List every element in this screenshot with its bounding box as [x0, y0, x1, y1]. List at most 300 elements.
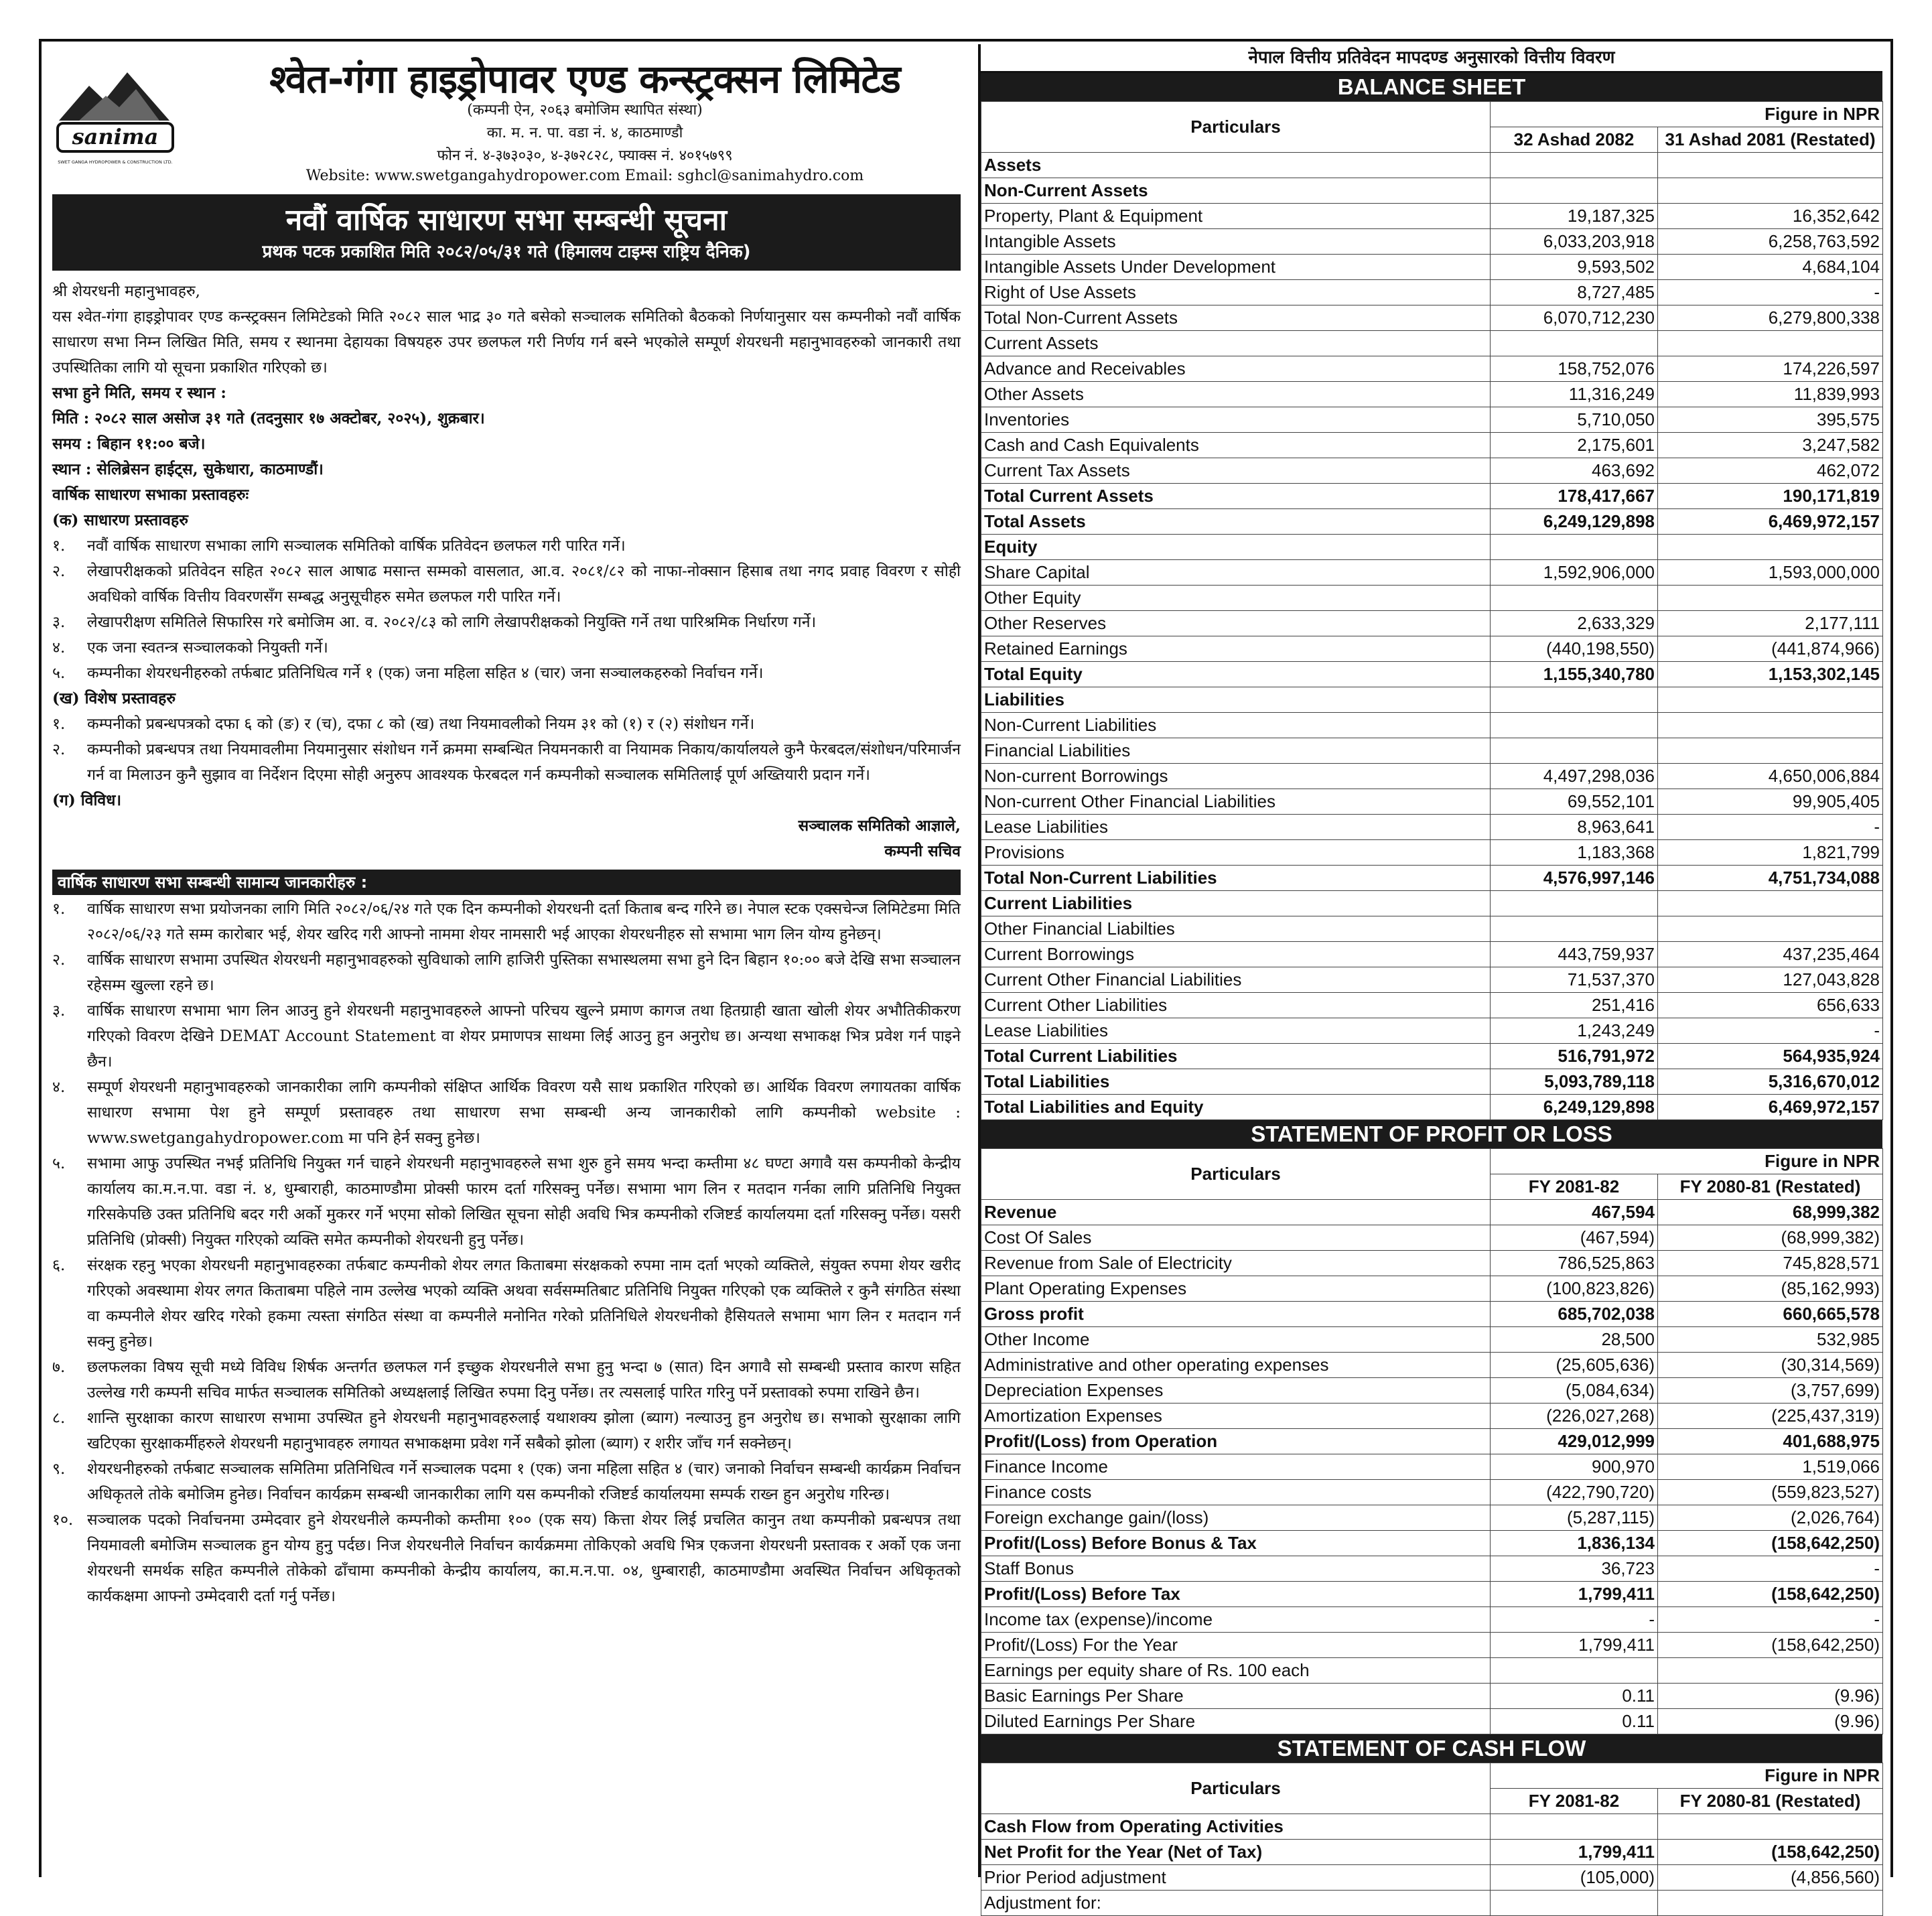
row-label: Current Assets: [981, 331, 1491, 356]
value-current: 900,970: [1491, 1454, 1658, 1480]
value-previous: 1,519,066: [1658, 1454, 1883, 1480]
value-current: 11,316,249: [1491, 382, 1658, 407]
item-text: एक जना स्वतन्त्र सञ्चालकको नियुक्ती गर्ने।: [87, 639, 328, 657]
signoff-line1: सञ्चालक समितिको आज्ञाले,: [798, 817, 961, 835]
salutation: श्री शेयरधनी महानुभावहरु,: [52, 283, 200, 300]
notice-subtitle: प्रथक पटक प्रकाशित मिति २०८२/०५/३१ गते (हिमालय टाइम्स राष्ट्रिय दैनिक): [262, 242, 751, 262]
value-current: [1491, 535, 1658, 560]
value-previous: [1658, 153, 1883, 178]
list-item: [52, 1456, 961, 1507]
table-row: [981, 1225, 1883, 1251]
row-label: Prior Period adjustment: [981, 1865, 1491, 1891]
value-current: 429,012,999: [1491, 1429, 1658, 1454]
row-label: Share Capital: [981, 560, 1491, 586]
bs-col1-header: 32 Ashad 2082: [1491, 127, 1658, 153]
table-row: [981, 1814, 1883, 1840]
value-current: 443,759,937: [1491, 942, 1658, 967]
table-row: [981, 407, 1883, 433]
balance-sheet-table: [981, 101, 1883, 1120]
value-previous: 6,258,763,592: [1658, 229, 1883, 255]
table-row: [981, 1658, 1883, 1684]
cf-col1-header: FY 2081-82: [1491, 1789, 1658, 1814]
value-previous: (30,314,569): [1658, 1353, 1883, 1378]
table-row: [981, 560, 1883, 586]
profit-loss-table: [981, 1148, 1883, 1734]
row-label: Total Non-Current Liabilities: [981, 866, 1491, 891]
notice-column: [52, 46, 961, 1874]
row-label: Total Liabilities and Equity: [981, 1095, 1491, 1120]
row-label: Total Assets: [981, 509, 1491, 535]
value-current: 786,525,863: [1491, 1251, 1658, 1276]
item-text: संरक्षक रहनु भएका शेयरधनी महानुभावहरुका तर्फबाट कम्पनीको शेयर लगत किताबमा संरक्षकको रुपमा नाम दर्ता भएको व्यक्तिले, संयुक्त रुपमा शेयर खरीद गरिएको अवस्थामा शेयर लगत किताबमा पहिले नाम उल्लेख भएको व्यक्ति अथवा सर्वसम्मतिबाट प्रतिनिधि नियुक्त गरिएको एक व्यक्तिले र कुनै संगठित संस्था वा कम्पनीले शेयर खरिद गरेको हकमा त्यस्ता संगठित संस्था वा कम्पनीले मनोनित गरेको प्रतिनिधिले शेयरधनीको हैसियतले सभामा भाग लिन र मतदान गर्न सक्नु हुनेछ।: [87, 1257, 961, 1351]
row-label: Other Income: [981, 1327, 1491, 1353]
value-previous: [1658, 535, 1883, 560]
value-previous: (158,642,250): [1658, 1633, 1883, 1658]
value-current: [1491, 178, 1658, 204]
cash-flow-title: STATEMENT OF CASH FLOW: [981, 1734, 1882, 1763]
item-number: ५.: [52, 665, 66, 682]
row-label: Profit/(Loss) from Operation: [981, 1429, 1491, 1454]
row-label: Current Tax Assets: [981, 458, 1491, 484]
value-current: 467,594: [1491, 1200, 1658, 1225]
table-row: [981, 153, 1883, 178]
item-text: वार्षिक साधारण सभामा भाग लिन आउनु हुने शेयरधनी महानुभावहरुले आफ्नो परिचय खुल्ने प्रमाण कागज तथा हितग्राही खाता खोली शेयर अभौतिकीकरण गरिएको विवरण देखिने DEMAT Account Statement वा शेयर प्रमाणपत्र साथमा लिई आउनु हुन अनुरोध छ। अन्यथा सभाकक्ष भित्र प्रवेश गर्न पाइने छैन।: [87, 1002, 961, 1071]
value-current: (5,084,634): [1491, 1378, 1658, 1404]
table-row: [981, 1378, 1883, 1404]
table-row: [981, 382, 1883, 407]
row-label: Revenue: [981, 1200, 1491, 1225]
value-previous: (9.96): [1658, 1684, 1883, 1709]
row-label: Earnings per equity share of Rs. 100 each: [981, 1658, 1491, 1684]
value-previous: 4,650,006,884: [1658, 764, 1883, 789]
value-previous: -: [1658, 1607, 1883, 1633]
cf-col2-header: FY 2080-81 (Restated): [1658, 1789, 1883, 1814]
row-label: Diluted Earnings Per Share: [981, 1709, 1491, 1734]
value-previous: 3,247,582: [1658, 433, 1883, 458]
item-text: वार्षिक साधारण सभामा उपस्थित शेयरधनी महानुभावहरुको सुविधाको लागि हाजिरी पुस्तिका सभास्थलमा सभा हुने दिन बिहान १०:०० बजे देखि सभा सञ्चालन रहेसम्म खुल्ला रहने छ।: [87, 951, 961, 994]
value-current: 28,500: [1491, 1327, 1658, 1353]
list-item: [52, 1253, 961, 1355]
value-current: 463,692: [1491, 458, 1658, 484]
table-row: [981, 764, 1883, 789]
value-previous: (441,874,966): [1658, 636, 1883, 662]
table-row: [981, 967, 1883, 993]
value-previous: 437,235,464: [1658, 942, 1883, 967]
value-current: [1491, 1658, 1658, 1684]
row-label: Liabilities: [981, 687, 1491, 713]
table-row: [981, 458, 1883, 484]
value-current: [1491, 891, 1658, 916]
value-current: 1,243,249: [1491, 1018, 1658, 1044]
meeting-place: स्थान : सेलिब्रेसन हाईट्स, सुकेधारा, काठमाण्डौं।: [52, 460, 324, 478]
row-label: Intangible Assets: [981, 229, 1491, 255]
table-row: [981, 1044, 1883, 1069]
value-previous: [1658, 1814, 1883, 1840]
table-row: [981, 1633, 1883, 1658]
item-text: लेखापरीक्षकको प्रतिवेदन सहित २०८२ साल आषाढ मसान्त सम्मको वासलात, आ.व. २०८१/८२ को नाफा-नोक्सान हिसाब तथा नगद प्रवाह विवरण र सोही अवधिको वार्षिक वित्तीय विवरणसँग सम्बद्ध अनुसूचीहरु समेत छलफल गरी पारित गर्ने।: [87, 563, 961, 606]
meeting-heading: सभा हुने मिति, समय र स्थान :: [52, 384, 226, 402]
value-previous: [1658, 891, 1883, 916]
pl-figure-header: Figure in NPR: [1491, 1149, 1883, 1174]
table-row: [981, 687, 1883, 713]
item-number: ७.: [52, 1359, 66, 1376]
item-text: नवौं वार्षिक साधारण सभाका लागि सञ्चालक समितिको वार्षिक प्रतिवेदन छलफल गरी पारित गर्ने।: [87, 537, 626, 555]
value-previous: [1658, 331, 1883, 356]
value-current: [1491, 738, 1658, 764]
item-number: ६.: [52, 1257, 66, 1274]
general-heading: (क) साधारण प्रस्तावहरु: [52, 511, 188, 529]
list-item: [52, 533, 961, 559]
list-item: [52, 610, 961, 635]
row-label: Cost Of Sales: [981, 1225, 1491, 1251]
row-label: Provisions: [981, 840, 1491, 866]
table-row: [981, 1840, 1883, 1865]
value-current: 1,592,906,000: [1491, 560, 1658, 586]
table-row: [981, 866, 1883, 891]
value-current: [1491, 687, 1658, 713]
row-label: Total Current Liabilities: [981, 1044, 1491, 1069]
table-row: [981, 738, 1883, 764]
bs-figure-header: Figure in NPR: [1491, 102, 1883, 127]
item-text: सञ्चालक पदको निर्वाचनमा उम्मेदवार हुने शेयरधनीले कम्पनीको कम्तीमा १०० (एक सय) कित्ता शेयर लिई प्रचलित कानुन तथा कम्पनीको प्रबन्धपत्र तथा नियमावली बमोजिम सञ्चालक हुन योग्य हुनु पर्दछ। निज शेयरधनीले निर्वाचन कार्यक्रममा तोकिएको अवधि भित्र एकजना शेयरधनी प्रस्तावक र अर्को एक जना शेयरधनी समर्थक सहित कम्पनीले तोकेको ढाँचामा कम्पनीको केन्द्रीय कार्यालय, का.म.न.पा. ०४, धुम्बाराही, काठमाण्डौमा अवस्थित निर्वाचन अधिकृतको कार्यकक्षमा आफ्नो उम्मेदवारी दर्ता गर्नु पर्नेछ।: [87, 1511, 961, 1605]
row-label: Cash and Cash Equivalents: [981, 433, 1491, 458]
value-previous: (559,823,527): [1658, 1480, 1883, 1505]
pl-col2-header: FY 2080-81 (Restated): [1658, 1174, 1883, 1200]
row-label: Lease Liabilities: [981, 815, 1491, 840]
table-row: [981, 1865, 1883, 1891]
table-row: [981, 1531, 1883, 1556]
value-current: (226,027,268): [1491, 1404, 1658, 1429]
table-row: [981, 1891, 1883, 1916]
table-row: [981, 636, 1883, 662]
bs-col2-header: 31 Ashad 2081 (Restated): [1658, 127, 1883, 153]
agenda-heading: वार्षिक साधारण सभाका प्रस्तावहरुः: [52, 486, 249, 504]
profit-loss-title: STATEMENT OF PROFIT OR LOSS: [981, 1120, 1882, 1148]
row-label: Current Borrowings: [981, 942, 1491, 967]
info-list: [52, 896, 961, 1609]
value-current: -: [1491, 1607, 1658, 1633]
notice-title: नवौं वार्षिक साधारण सभा सम्बन्धी सूचना: [285, 203, 728, 237]
table-row: [981, 662, 1883, 687]
table-row: [981, 1404, 1883, 1429]
value-current: 178,417,667: [1491, 484, 1658, 509]
value-previous: [1658, 713, 1883, 738]
value-current: [1491, 331, 1658, 356]
value-previous: 6,469,972,157: [1658, 1095, 1883, 1120]
company-address: का. म. न. पा. वडा नं. ४, काठमाण्डौ: [486, 125, 683, 141]
value-previous: (3,757,699): [1658, 1378, 1883, 1404]
row-label: Lease Liabilities: [981, 1018, 1491, 1044]
value-current: (422,790,720): [1491, 1480, 1658, 1505]
value-current: 36,723: [1491, 1556, 1658, 1582]
item-number: १.: [52, 537, 66, 555]
value-current: 5,093,789,118: [1491, 1069, 1658, 1095]
logo-text: sanima: [72, 124, 159, 149]
item-text: छलफलका विषय सूची मध्ये विविध शिर्षक अन्तर्गत छलफल गर्न इच्छुक शेयरधनीले सभा हुनु भन्दा ७ (सात) दिन अगावै सो सम्बन्धी प्रस्ताव कारण सहित उल्लेख गरी कम्पनी सचिव मार्फत सञ्चालक समितिको अध्यक्षलाई लिखित रुपमा दिनु पर्नेछ। तर त्यसलाई पारित गरिनु पर्ने प्रस्तावको रुपमा राखिने छैन।: [87, 1359, 961, 1401]
value-previous: [1658, 178, 1883, 204]
table-row: [981, 916, 1883, 942]
special-heading: (ख) विशेष प्रस्तावहरु: [52, 689, 176, 707]
row-label: Finance costs: [981, 1480, 1491, 1505]
row-label: Non-current Borrowings: [981, 764, 1491, 789]
table-row: [981, 229, 1883, 255]
row-label: Amortization Expenses: [981, 1404, 1491, 1429]
table-row: [981, 1302, 1883, 1327]
table-row: [981, 1709, 1883, 1734]
row-label: Other Reserves: [981, 611, 1491, 636]
table-row: [981, 713, 1883, 738]
list-item: [52, 635, 961, 661]
row-label: Revenue from Sale of Electricity: [981, 1251, 1491, 1276]
value-previous: (68,999,382): [1658, 1225, 1883, 1251]
value-previous: (158,642,250): [1658, 1531, 1883, 1556]
item-text: कम्पनीको प्रबन्धपत्रको दफा ६ को (ङ) र (च), दफा ८ को (ख) तथा नियमावलीको नियम ३१ को (१) र (२) संशोधन गर्ने।: [87, 715, 755, 733]
value-current: (100,823,826): [1491, 1276, 1658, 1302]
table-row: [981, 204, 1883, 229]
item-number: ५.: [52, 1155, 66, 1172]
table-row: [981, 1327, 1883, 1353]
value-current: 685,702,038: [1491, 1302, 1658, 1327]
item-number: १०.: [52, 1511, 74, 1529]
table-row: [981, 1276, 1883, 1302]
table-row: [981, 178, 1883, 204]
item-number: २.: [52, 741, 66, 758]
row-label: Gross profit: [981, 1302, 1491, 1327]
table-row: [981, 1251, 1883, 1276]
row-label: Non-Current Assets: [981, 178, 1491, 204]
row-label: Other Assets: [981, 382, 1491, 407]
value-current: [1491, 713, 1658, 738]
item-number: ८.: [52, 1410, 66, 1427]
item-text: कम्पनीका शेयरधनीहरुको तर्फबाट प्रतिनिधित्व गर्ने १ (एक) जना महिला सहित ४ (चार) जना सञ्चालकहरुको निर्वाचन गर्ने।: [87, 665, 764, 682]
general-agenda-list: [52, 533, 961, 686]
notice-banner: [52, 194, 961, 271]
value-current: [1491, 153, 1658, 178]
list-item: [52, 1355, 961, 1406]
value-previous: 532,985: [1658, 1327, 1883, 1353]
table-row: [981, 356, 1883, 382]
row-label: Current Other Liabilities: [981, 993, 1491, 1018]
table-row: [981, 1095, 1883, 1120]
table-row: [981, 1582, 1883, 1607]
value-current: 6,070,712,230: [1491, 305, 1658, 331]
value-previous: 11,839,993: [1658, 382, 1883, 407]
value-current: (105,000): [1491, 1865, 1658, 1891]
table-row: [981, 509, 1883, 535]
list-item: [52, 559, 961, 610]
row-label: Profit/(Loss) Before Tax: [981, 1582, 1491, 1607]
value-previous: -: [1658, 280, 1883, 305]
value-previous: 1,153,302,145: [1658, 662, 1883, 687]
row-label: Assets: [981, 153, 1491, 178]
signoff-line2: कम्पनी सचिव: [884, 842, 961, 860]
value-current: 1,799,411: [1491, 1633, 1658, 1658]
row-label: Inventories: [981, 407, 1491, 433]
value-previous: 660,665,578: [1658, 1302, 1883, 1327]
value-current: 1,183,368: [1491, 840, 1658, 866]
value-previous: -: [1658, 1556, 1883, 1582]
value-previous: (225,437,319): [1658, 1404, 1883, 1429]
misc-agenda: (ग) विविध।: [52, 791, 122, 809]
value-previous: 6,469,972,157: [1658, 509, 1883, 535]
table-row: [981, 815, 1883, 840]
value-current: 19,187,325: [1491, 204, 1658, 229]
value-previous: 745,828,571: [1658, 1251, 1883, 1276]
pl-col1-header: FY 2081-82: [1491, 1174, 1658, 1200]
cf-particulars-header: Particulars: [981, 1763, 1491, 1814]
list-item: [52, 947, 961, 998]
row-label: Right of Use Assets: [981, 280, 1491, 305]
value-previous: 656,633: [1658, 993, 1883, 1018]
item-number: ९.: [52, 1460, 66, 1478]
value-current: [1491, 1814, 1658, 1840]
value-current: 8,963,641: [1491, 815, 1658, 840]
item-text: लेखापरीक्षण समितिले सिफारिस गरे बमोजिम आ. व. २०८२/८३ को लागि लेखापरीक्षकको नियुक्ति गर्ने तथा पारिश्रमिक निर्धारण गर्ने।: [87, 614, 817, 631]
value-previous: 16,352,642: [1658, 204, 1883, 229]
meeting-date: मिति : २०८२ साल असोज ३१ गते (तदनुसार १७ अक्टोबर, २०२५), शुक्रबार।: [52, 409, 485, 427]
value-previous: 190,171,819: [1658, 484, 1883, 509]
item-number: ३.: [52, 1002, 66, 1020]
info-heading: वार्षिक साधारण सभा सम्बन्धी सामान्य जानकारीहरु :: [52, 870, 961, 895]
value-previous: [1658, 687, 1883, 713]
table-row: [981, 433, 1883, 458]
table-row: [981, 1684, 1883, 1709]
value-previous: -: [1658, 815, 1883, 840]
row-label: Basic Earnings Per Share: [981, 1684, 1491, 1709]
table-row: [981, 1429, 1883, 1454]
list-item: [52, 661, 961, 686]
value-previous: (2,026,764): [1658, 1505, 1883, 1531]
value-current: 6,249,129,898: [1491, 1095, 1658, 1120]
table-row: [981, 993, 1883, 1018]
list-item: [52, 998, 961, 1075]
table-row: [981, 1505, 1883, 1531]
table-row: [981, 305, 1883, 331]
table-row: [981, 1607, 1883, 1633]
row-label: Administrative and other operating expenses: [981, 1353, 1491, 1378]
row-label: Non-Current Liabilities: [981, 713, 1491, 738]
financial-column: [978, 44, 1882, 1913]
logo-subtext: SWET GANGA HYDROPOWER & CONSTRUCTION LTD.: [58, 159, 173, 165]
table-row: [981, 1353, 1883, 1378]
value-current: (440,198,550): [1491, 636, 1658, 662]
meeting-time: समय : बिहान ११:०० बजे।: [52, 435, 206, 453]
table-row: [981, 942, 1883, 967]
value-current: 2,175,601: [1491, 433, 1658, 458]
table-row: [981, 1200, 1883, 1225]
list-item: [52, 1075, 961, 1151]
value-current: [1491, 916, 1658, 942]
item-text: शान्ति सुरक्षाका कारण साधारण सभामा उपस्थित हुने शेयरधनी महानुभावहरुलाई यथाशक्य झोला (ब्याग) नल्याउनु हुन अनुरोध छ। सभाको सुरक्षाका लागि खटिएका सुरक्षाकर्मीहरुले शेयरधनी महानुभावहरु लगायत सभाकक्षमा प्रवेश गर्ने सबैको झोला (ब्याग) र शरीर जाँच गर्न सक्नेछन्।: [87, 1410, 961, 1452]
table-row: [981, 1454, 1883, 1480]
company-established: (कम्पनी ऐन, २०६३ बमोजिम स्थापित संस्था): [467, 102, 703, 119]
row-label: Advance and Receivables: [981, 356, 1491, 382]
table-row: [981, 1018, 1883, 1044]
value-previous: 174,226,597: [1658, 356, 1883, 382]
value-current: 158,752,076: [1491, 356, 1658, 382]
list-item: [52, 1151, 961, 1253]
value-current: [1491, 1891, 1658, 1916]
value-current: 71,537,370: [1491, 967, 1658, 993]
row-label: Profit/(Loss) Before Bonus & Tax: [981, 1531, 1491, 1556]
table-row: [981, 255, 1883, 280]
table-row: [981, 1069, 1883, 1095]
cf-figure-header: Figure in NPR: [1491, 1763, 1883, 1789]
table-row: [981, 891, 1883, 916]
item-text: सम्पूर्ण शेयरधनी महानुभावहरुको जानकारीका लागि कम्पनीको संक्षिप्त आर्थिक विवरण यसै साथ प्रकाशित गरिएको छ। आर्थिक विवरण लगायतका वार्षिक साधारण सभामा पेश हुने सम्पूर्ण प्रस्तावहरु तथा साधारण सभा सम्बन्धी अन्य जानकारीको लागि कम्पनीको website : www.swetgangahydropower.com मा पनि हेर्न सक्नु हुनेछ।: [87, 1079, 961, 1147]
row-label: Property, Plant & Equipment: [981, 204, 1491, 229]
value-current: 4,497,298,036: [1491, 764, 1658, 789]
value-current: 1,836,134: [1491, 1531, 1658, 1556]
notice-body: [52, 279, 961, 1609]
value-current: 9,593,502: [1491, 255, 1658, 280]
list-item: [52, 737, 961, 788]
row-label: Equity: [981, 535, 1491, 560]
table-row: [981, 484, 1883, 509]
value-current: 69,552,101: [1491, 789, 1658, 815]
value-current: 0.11: [1491, 1709, 1658, 1734]
value-previous: (158,642,250): [1658, 1840, 1883, 1865]
value-previous: 4,751,734,088: [1658, 866, 1883, 891]
company-web: Website: www.swetgangahydropower.com Email: sghcl@sanimahydro.com: [305, 167, 864, 184]
table-row: [981, 611, 1883, 636]
list-item: [52, 896, 961, 947]
value-current: 5,710,050: [1491, 407, 1658, 433]
item-text: वार्षिक साधारण सभा प्रयोजनका लागि मिति २०८२/०६/२४ गते एक दिन कम्पनीको शेयरधनी दर्ता किताब बन्द गरिने छ। नेपाल स्टक एक्सचेन्ज लिमिटेडमा मिति २०८२/०६/२३ गते सम्म कारोबार भई, शेयर खरिद गरी आफ्नो नाममा शेयर नामसारी भई आएका शेयरधनीहरु सो सभामा भाग लिन योग्य हुनेछन्।: [87, 900, 961, 943]
value-previous: 5,316,670,012: [1658, 1069, 1883, 1095]
item-number: २.: [52, 951, 66, 969]
value-previous: (4,856,560): [1658, 1865, 1883, 1891]
value-previous: [1658, 916, 1883, 942]
value-previous: (158,642,250): [1658, 1582, 1883, 1607]
value-current: (25,605,636): [1491, 1353, 1658, 1378]
balance-sheet-title: BALANCE SHEET: [981, 73, 1882, 101]
value-previous: 395,575: [1658, 407, 1883, 433]
row-label: Retained Earnings: [981, 636, 1491, 662]
row-label: Other Equity: [981, 586, 1491, 611]
value-current: [1491, 586, 1658, 611]
list-item: [52, 1406, 961, 1456]
item-number: ४.: [52, 1079, 66, 1096]
financial-heading: नेपाल वित्तीय प्रतिवेदन मापदण्ड अनुसारको वित्तीय विवरण: [981, 44, 1882, 73]
row-label: Foreign exchange gain/(loss): [981, 1505, 1491, 1531]
row-label: Other Financial Liabilties: [981, 916, 1491, 942]
value-previous: 127,043,828: [1658, 967, 1883, 993]
list-item: [52, 711, 961, 737]
value-previous: 68,999,382: [1658, 1200, 1883, 1225]
row-label: Total Equity: [981, 662, 1491, 687]
value-current: 1,799,411: [1491, 1582, 1658, 1607]
value-previous: 99,905,405: [1658, 789, 1883, 815]
item-text: कम्पनीको प्रबन्धपत्र तथा नियमावलीमा नियमानुसार संशोधन गर्ने क्रममा सम्बन्धित नियमनकारी वा नियामक निकाय/कार्यालयले कुनै फेरबदल/संशोधन/परिमार्जन गर्न वा मिलाउन कुनै सुझाव वा निर्देशन दिएमा सोही अनुरुप आवश्यक फेरबदल गर्न कम्पनीको सञ्चालक समितिलाई पूर्ण अख्तियारी प्रदान गर्ने।: [87, 741, 961, 784]
row-label: Current Other Financial Liabilities: [981, 967, 1491, 993]
value-previous: 462,072: [1658, 458, 1883, 484]
value-previous: [1658, 1658, 1883, 1684]
row-label: Depreciation Expenses: [981, 1378, 1491, 1404]
value-previous: (9.96): [1658, 1709, 1883, 1734]
value-previous: 6,279,800,338: [1658, 305, 1883, 331]
value-current: 0.11: [1491, 1684, 1658, 1709]
value-current: 516,791,972: [1491, 1044, 1658, 1069]
row-label: Financial Liabilities: [981, 738, 1491, 764]
company-name: श्वेत-गंगा हाइड्रोपावर एण्ड कन्स्ट्रक्सन लिमिटेड: [269, 56, 900, 102]
value-previous: [1658, 586, 1883, 611]
value-current: 8,727,485: [1491, 280, 1658, 305]
table-row: [981, 535, 1883, 560]
value-previous: 564,935,924: [1658, 1044, 1883, 1069]
value-previous: 1,821,799: [1658, 840, 1883, 866]
row-label: Income tax (expense)/income: [981, 1607, 1491, 1633]
